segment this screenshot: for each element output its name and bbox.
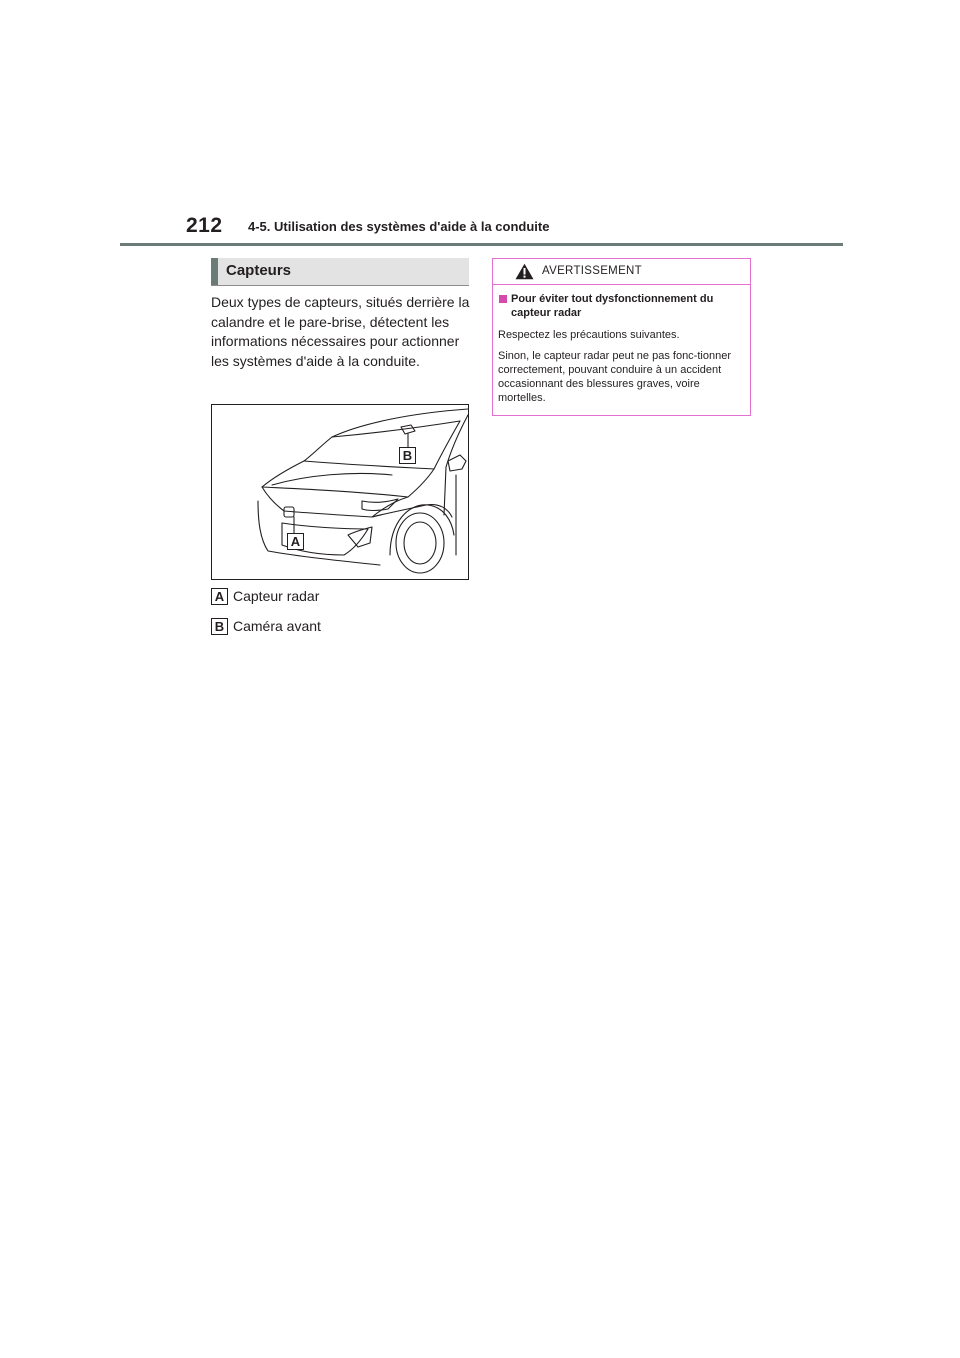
callout-b: B <box>399 447 416 464</box>
legend-row-b <box>211 616 321 636</box>
warning-subheading <box>499 292 739 320</box>
mirror <box>448 455 466 471</box>
legend-letter-b: B <box>211 618 228 635</box>
legend-row-a <box>211 586 319 606</box>
header-title: 4-5. Utilisation des systèmes d'aide à la conduite <box>248 219 550 234</box>
warning-triangle-icon <box>515 263 534 280</box>
warning-bullet-icon <box>499 295 507 303</box>
legend-text-b: Caméra avant <box>233 618 321 634</box>
fog-light <box>348 527 372 547</box>
warning-paragraph-2: Sinon, le capteur radar peut ne pas fonc-tionner correctement, pouvant conduire à un accident occasionnant des blessures graves, voire mortelles. <box>498 350 731 404</box>
section-heading <box>211 258 469 286</box>
intro-paragraph: Deux types de capteurs, situés derrière la calandre et le pare-brise, détectent les informations nécessaires pour actionner les systèmes d'aide à la conduite. <box>211 294 470 369</box>
warning-title: AVERTISSEMENT <box>542 265 642 277</box>
hood-crease <box>272 473 392 485</box>
warning-box <box>492 258 751 416</box>
callout-a: A <box>287 533 304 550</box>
warning-header <box>493 259 750 285</box>
car-sensor-illustration <box>211 404 469 580</box>
legend-text-a: Capteur radar <box>233 588 320 604</box>
page-number: 212 <box>186 214 223 237</box>
legend-letter-a: A <box>211 588 228 605</box>
warning-paragraph-1: Respectez les précautions suivantes. <box>498 329 680 341</box>
section-heading-text: Capteurs <box>226 262 292 279</box>
windshield-side <box>434 421 460 469</box>
warning-subheading-text: Pour éviter tout dysfonctionnement du capteur radar <box>511 293 714 319</box>
wheel-inner <box>404 522 436 564</box>
header-rule <box>120 243 843 246</box>
section-heading-bar <box>211 258 218 285</box>
bumper <box>258 501 380 565</box>
headlight <box>362 499 398 511</box>
hood-outline <box>262 461 434 497</box>
